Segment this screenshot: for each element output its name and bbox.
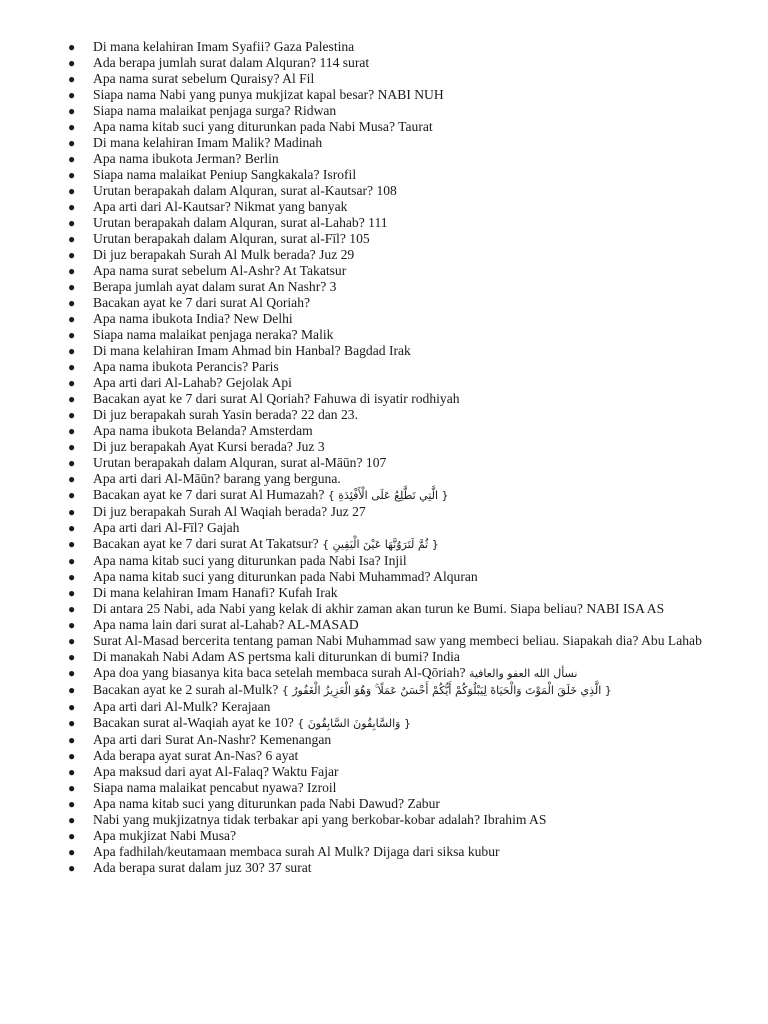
item-text: Apa nama kitab suci yang diturunkan pada Nabi Isa? Injil <box>93 553 407 568</box>
list-item <box>0 780 768 796</box>
bullet-icon: ● <box>68 700 76 714</box>
item-text: Ada berapa jumlah surat dalam Alquran? 114 surat <box>93 55 370 70</box>
list-item <box>0 732 768 748</box>
list-item <box>0 407 768 423</box>
list-item <box>0 439 768 455</box>
list-item <box>0 748 768 764</box>
bullet-icon: ● <box>68 296 76 310</box>
bullet-icon: ● <box>68 232 76 246</box>
item-text: Urutan berapakah dalam Alquran, surat al-Fīl? 105 <box>93 231 370 246</box>
bullet-icon: ● <box>68 570 76 584</box>
bullet-icon: ● <box>68 104 76 118</box>
list-item <box>0 327 768 343</box>
question-answer-list <box>0 39 768 876</box>
item-text: Apa doa yang biasanya kita baca setelah membaca surah Al-Qōriah? <box>93 665 469 680</box>
item-text: Apa maksud dari ayat Al-Falaq? Waktu Fajar <box>93 764 339 779</box>
bullet-icon: ● <box>68 456 76 470</box>
list-item <box>0 343 768 359</box>
bullet-icon: ● <box>68 408 76 422</box>
bullet-icon: ● <box>68 650 76 664</box>
arabic-verse: نسأل الله العفو والعافية <box>468 667 578 680</box>
list-item <box>0 665 768 682</box>
item-text: Di antara 25 Nabi, ada Nabi yang kelak di akhir zaman akan turun ke Bumi. Siapa beliau? NABI ISA AS <box>93 601 665 616</box>
list-item <box>0 263 768 279</box>
bullet-icon: ● <box>68 424 76 438</box>
list-item <box>0 279 768 295</box>
bullet-icon: ● <box>68 472 76 486</box>
item-text: Apa nama kitab suci yang diturunkan pada Nabi Musa? Taurat <box>93 119 433 134</box>
item-text: Apa arti dari Surat An-Nashr? Kemenangan <box>93 732 332 747</box>
item-text: Di juz berapakah Surah Al Mulk berada? Juz 29 <box>93 247 355 262</box>
item-text: Apa nama ibukota Perancis? Paris <box>93 359 279 374</box>
item-text: Siapa nama malaikat penjaga surga? Ridwan <box>93 103 337 118</box>
item-text: Bacakan ayat ke 7 dari surat At Takatsur? <box>93 536 323 551</box>
list-item <box>0 215 768 231</box>
item-text: Apa nama ibukota Jerman? Berlin <box>93 151 279 166</box>
list-item <box>0 231 768 247</box>
list-item <box>0 135 768 151</box>
item-text: Apa nama ibukota Belanda? Amsterdam <box>93 423 313 438</box>
bullet-icon: ● <box>68 666 76 680</box>
item-text: Apa arti dari Al-Māūn? barang yang berguna. <box>93 471 341 486</box>
list-item <box>0 504 768 520</box>
arabic-verse: { ثُمَّ لَتَرَوُنَّهَا عَيْنَ الْيَقِينِ } <box>322 538 439 551</box>
bullet-icon: ● <box>68 765 76 779</box>
bullet-icon: ● <box>68 505 76 519</box>
item-text: Urutan berapakah dalam Alquran, surat al-Lahab? 111 <box>93 215 388 230</box>
item-text: Apa nama kitab suci yang diturunkan pada Nabi Muhammad? Alquran <box>93 569 478 584</box>
item-text: Siapa nama malaikat pencabut nyawa? Izroil <box>93 780 337 795</box>
list-item <box>0 569 768 585</box>
bullet-icon: ● <box>68 554 76 568</box>
bullet-icon: ● <box>68 216 76 230</box>
item-text: Ada berapa ayat surat An-Nas? 6 ayat <box>93 748 299 763</box>
bullet-icon: ● <box>68 392 76 406</box>
arabic-verse: { الَّتِي تَطَّلِعُ عَلَى الْأَفْئِدَةِ } <box>327 489 449 502</box>
bullet-icon: ● <box>68 152 76 166</box>
bullet-icon: ● <box>68 586 76 600</box>
arabic-verse: { الَّذِي خَلَقَ الْمَوْتَ وَالْحَيَاةَ لِيَبْلُوَكُمْ أَيُّكُمْ أَحْسَنُ عَمَلًا ۚ وَهُوَ الْعَزِيزُ الْغَفُورُ } <box>281 684 612 697</box>
bullet-icon: ● <box>68 829 76 843</box>
bullet-icon: ● <box>68 813 76 827</box>
list-item <box>0 199 768 215</box>
bullet-icon: ● <box>68 56 76 70</box>
item-text: Siapa nama Nabi yang punya mukjizat kapal besar? NABI NUH <box>93 87 444 102</box>
bullet-icon: ● <box>68 683 76 697</box>
list-item <box>0 796 768 812</box>
item-text: Bacakan ayat ke 2 surah al-Mulk? <box>93 682 282 697</box>
item-text: Di juz berapakah surah Yasin berada? 22 dan 23. <box>93 407 358 422</box>
list-item <box>0 71 768 87</box>
list-item <box>0 471 768 487</box>
item-text: Di mana kelahiran Imam Syafii? Gaza Palestina <box>93 39 355 54</box>
bullet-icon: ● <box>68 749 76 763</box>
list-item <box>0 764 768 780</box>
item-text: Siapa nama malaikat Peniup Sangkakala? Isrofil <box>93 167 357 182</box>
item-text: Di mana kelahiran Imam Hanafi? Kufah Irak <box>93 585 338 600</box>
document-page <box>0 39 768 876</box>
item-text: Nabi yang mukjizatnya tidak terbakar api yang berkobar-kobar adalah? Ibrahim AS <box>93 812 547 827</box>
list-item <box>0 860 768 876</box>
item-text: Berapa jumlah ayat dalam surat An Nashr? 3 <box>93 279 337 294</box>
list-item <box>0 715 768 732</box>
item-text: Apa nama surat sebelum Al-Ashr? At Takatsur <box>93 263 347 278</box>
bullet-icon: ● <box>68 602 76 616</box>
list-item <box>0 39 768 55</box>
bullet-icon: ● <box>68 248 76 262</box>
item-text: Bacakan surat al-Waqiah ayat ke 10? <box>93 715 298 730</box>
list-item <box>0 585 768 601</box>
list-item <box>0 699 768 715</box>
item-text: Bacakan ayat ke 7 dari surat Al Qoriah? Fahuwa di isyatir rodhiyah <box>93 391 460 406</box>
bullet-icon: ● <box>68 376 76 390</box>
list-item <box>0 536 768 553</box>
bullet-icon: ● <box>68 781 76 795</box>
list-item <box>0 167 768 183</box>
item-text: Apa nama lain dari surat al-Lahab? AL-MASAD <box>93 617 359 632</box>
list-item <box>0 487 768 504</box>
list-item <box>0 151 768 167</box>
item-text: Di manakah Nabi Adam AS pertsma kali diturunkan di bumi? India <box>93 649 460 664</box>
item-text: Apa arti dari Al-Fīl? Gajah <box>93 520 240 535</box>
item-text: Ada berapa surat dalam juz 30? 37 surat <box>93 860 312 875</box>
list-item <box>0 103 768 119</box>
item-text: Siapa nama malaikat penjaga neraka? Malik <box>93 327 334 342</box>
bullet-icon: ● <box>68 200 76 214</box>
list-item <box>0 601 768 617</box>
list-item <box>0 375 768 391</box>
bullet-icon: ● <box>68 521 76 535</box>
bullet-icon: ● <box>68 845 76 859</box>
item-text: Surat Al-Masad bercerita tentang paman Nabi Muhammad saw yang membeci beliau. Siapakah dia? Abu Lahab <box>93 633 702 648</box>
list-item <box>0 633 768 649</box>
bullet-icon: ● <box>68 280 76 294</box>
item-text: Apa arti dari Al-Kautsar? Nikmat yang banyak <box>93 199 348 214</box>
list-item <box>0 183 768 199</box>
bullet-icon: ● <box>68 618 76 632</box>
item-text: Bacakan ayat ke 7 dari surat Al Qoriah? <box>93 295 311 310</box>
list-item <box>0 553 768 569</box>
list-item <box>0 55 768 71</box>
item-text: Bacakan ayat ke 7 dari surat Al Humazah? <box>93 487 328 502</box>
list-item <box>0 520 768 536</box>
bullet-icon: ● <box>68 440 76 454</box>
list-item <box>0 391 768 407</box>
bullet-icon: ● <box>68 120 76 134</box>
item-text: Di mana kelahiran Imam Ahmad bin Hanbal? Bagdad Irak <box>93 343 411 358</box>
bullet-icon: ● <box>68 488 76 502</box>
bullet-icon: ● <box>68 716 76 730</box>
item-text: Apa mukjizat Nabi Musa? <box>93 828 237 843</box>
item-text: Di juz berapakah Ayat Kursi berada? Juz 3 <box>93 439 325 454</box>
list-item <box>0 359 768 375</box>
list-item <box>0 247 768 263</box>
bullet-icon: ● <box>68 184 76 198</box>
bullet-icon: ● <box>68 344 76 358</box>
item-text: Apa arti dari Al-Lahab? Gejolak Api <box>93 375 292 390</box>
list-item <box>0 295 768 311</box>
list-item <box>0 812 768 828</box>
bullet-icon: ● <box>68 40 76 54</box>
bullet-icon: ● <box>68 861 76 875</box>
bullet-icon: ● <box>68 88 76 102</box>
item-text: Urutan berapakah dalam Alquran, surat al-Kautsar? 108 <box>93 183 397 198</box>
list-item <box>0 423 768 439</box>
bullet-icon: ● <box>68 136 76 150</box>
bullet-icon: ● <box>68 360 76 374</box>
list-item <box>0 617 768 633</box>
bullet-icon: ● <box>68 733 76 747</box>
item-text: Apa nama kitab suci yang diturunkan pada Nabi Dawud? Zabur <box>93 796 440 811</box>
bullet-icon: ● <box>68 72 76 86</box>
bullet-icon: ● <box>68 797 76 811</box>
list-item <box>0 455 768 471</box>
list-item <box>0 649 768 665</box>
item-text: Di mana kelahiran Imam Malik? Madinah <box>93 135 323 150</box>
bullet-icon: ● <box>68 634 76 648</box>
item-text: Di juz berapakah Surah Al Waqiah berada? Juz 27 <box>93 504 366 519</box>
item-text: Apa nama surat sebelum Quraisy? Al Fil <box>93 71 315 86</box>
arabic-verse: { وَالسَّابِقُونَ السَّابِقُونَ } <box>297 717 411 730</box>
list-item <box>0 311 768 327</box>
bullet-icon: ● <box>68 168 76 182</box>
bullet-icon: ● <box>68 328 76 342</box>
item-text: Apa arti dari Al-Mulk? Kerajaan <box>93 699 271 714</box>
list-item <box>0 828 768 844</box>
list-item <box>0 119 768 135</box>
list-item <box>0 844 768 860</box>
item-text: Apa nama ibukota India? New Delhi <box>93 311 293 326</box>
list-item <box>0 682 768 699</box>
item-text: Urutan berapakah dalam Alquran, surat al-Māūn? 107 <box>93 455 387 470</box>
bullet-icon: ● <box>68 264 76 278</box>
item-text: Apa fadhilah/keutamaan membaca surah Al Mulk? Dijaga dari siksa kubur <box>93 844 500 859</box>
bullet-icon: ● <box>68 537 76 551</box>
list-item <box>0 87 768 103</box>
bullet-icon: ● <box>68 312 76 326</box>
